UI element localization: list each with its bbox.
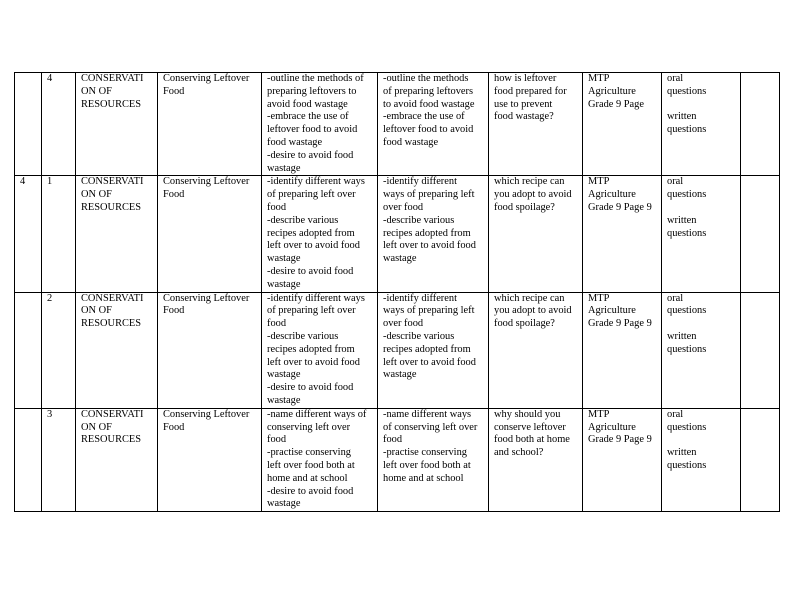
table-row (15, 176, 780, 292)
week-cell (15, 73, 42, 176)
learning-outcomes-cell: -identify different ways of preparing left over food -describe various recipes adopted from left over to avoid food wastage -desire to avoid food wastage (262, 176, 378, 292)
assessment-cell: oral questions written questions (662, 292, 741, 408)
lesson-cell: 3 (42, 408, 76, 511)
lesson-cell: 1 (42, 176, 76, 292)
resources-cell: MTP Agriculture Grade 9 Page (583, 73, 662, 176)
inquiry-question-cell: why should you conserve leftover food both at home and school? (489, 408, 583, 511)
scheme-of-work-table (14, 72, 780, 512)
strand-cell: CONSERVATI ON OF RESOURCES (76, 408, 158, 511)
table-row (15, 73, 780, 176)
assessment-cell: oral questions written questions (662, 73, 741, 176)
sub-strand-cell: Conserving Leftover Food (158, 292, 262, 408)
learning-experiences-cell: -outline the methods of preparing leftovers to avoid food wastage -embrace the use of leftover food to avoid food wastage (378, 73, 489, 176)
learning-outcomes-cell: -name different ways of conserving left over food -practise conserving left over food both at home and at school -desire to avoid food wastage (262, 408, 378, 511)
remarks-cell (741, 292, 780, 408)
remarks-cell (741, 408, 780, 511)
learning-experiences-cell: -identify different ways of preparing left over food -describe various recipes adopted from left over to avoid food wastage (378, 176, 489, 292)
strand-cell: CONSERVATI ON OF RESOURCES (76, 292, 158, 408)
inquiry-question-cell: which recipe can you adopt to avoid food spoilage? (489, 292, 583, 408)
week-cell: 4 (15, 176, 42, 292)
sub-strand-cell: Conserving Leftover Food (158, 408, 262, 511)
sub-strand-cell: Conserving Leftover Food (158, 176, 262, 292)
remarks-cell (741, 73, 780, 176)
remarks-cell (741, 176, 780, 292)
assessment-cell: oral questions written questions (662, 176, 741, 292)
week-cell (15, 292, 42, 408)
lesson-cell: 2 (42, 292, 76, 408)
week-cell (15, 408, 42, 511)
learning-experiences-cell: -identify different ways of preparing left over food -describe various recipes adopted from left over to avoid food wastage (378, 292, 489, 408)
resources-cell: MTP Agriculture Grade 9 Page 9 (583, 292, 662, 408)
resources-cell: MTP Agriculture Grade 9 Page 9 (583, 176, 662, 292)
learning-experiences-cell: -name different ways of conserving left over food -practise conserving left over food both at home and at school (378, 408, 489, 511)
strand-cell: CONSERVATI ON OF RESOURCES (76, 176, 158, 292)
inquiry-question-cell: how is leftover food prepared for use to prevent food wastage? (489, 73, 583, 176)
table-row (15, 292, 780, 408)
inquiry-question-cell: which recipe can you adopt to avoid food spoilage? (489, 176, 583, 292)
lesson-cell: 4 (42, 73, 76, 176)
learning-outcomes-cell: -outline the methods of preparing leftovers to avoid food wastage -embrace the use of leftover food to avoid food wastage -desire to avoid food wastage (262, 73, 378, 176)
table-row (15, 408, 780, 511)
sub-strand-cell: Conserving Leftover Food (158, 73, 262, 176)
assessment-cell: oral questions written questions (662, 408, 741, 511)
strand-cell: CONSERVATI ON OF RESOURCES (76, 73, 158, 176)
resources-cell: MTP Agriculture Grade 9 Page 9 (583, 408, 662, 511)
learning-outcomes-cell: -identify different ways of preparing left over food -describe various recipes adopted from left over to avoid food wastage -desire to avoid food wastage (262, 292, 378, 408)
